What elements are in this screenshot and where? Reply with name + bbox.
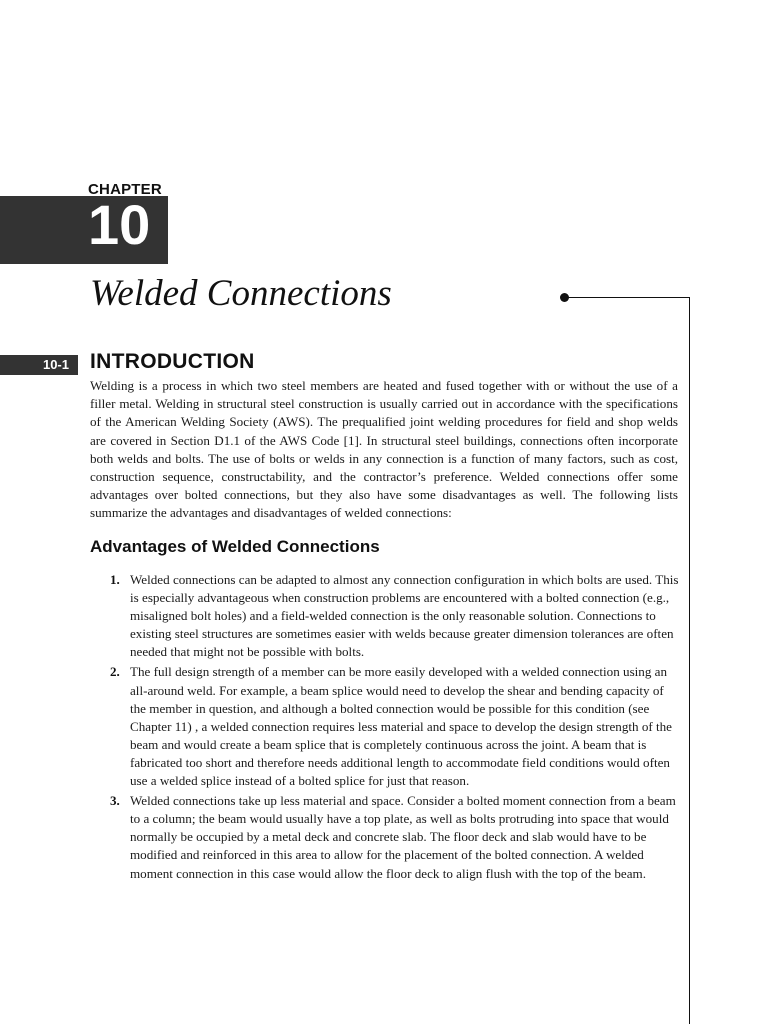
list-item-number: 1. bbox=[110, 572, 120, 587]
list-item-number: 2. bbox=[110, 664, 120, 680]
chapter-label: CHAPTER bbox=[88, 181, 162, 198]
section-number-badge bbox=[0, 355, 78, 375]
title-rule bbox=[566, 297, 690, 298]
section-title: INTRODUCTION bbox=[90, 350, 255, 373]
advantages-heading: Advantages of Welded Connections bbox=[90, 537, 380, 556]
list-item bbox=[90, 792, 680, 882]
section-number: 10-1 bbox=[42, 357, 69, 372]
list-item-text: Welded connections take up less material and space. Consider a bolted moment connection from a beam to a column; the beam would usually have a top plate, as well as bolts protruding into space that would normally be occupied by a metal deck and concrete slab. The floor deck and slab would have to be modified and reinforced in this area to allow for the placement of the bolted connection. A welded moment connection in this case would allow the floor deck to align flush with the top of the beam. bbox=[130, 793, 676, 881]
list-item bbox=[90, 571, 680, 661]
chapter-number: 10 bbox=[88, 193, 151, 256]
margin-rule bbox=[689, 297, 690, 1024]
list-item-text: The full design strength of a member can be more easily developed with a welded connection using an all-around weld. For example, a beam splice would need to develop the shear and bending capacity of the member in question, and although a bolted connection would be possible for this condition (see Chapter 11) , a welded connection requires less material and space to develop the design strength of the beam and would create a beam splice that is completely continuous across the joint. A beam that is fabricated too short and therefore needs additional length to accommodate field conditions would often use a welded splice instead of a bolted splice for just that reason. bbox=[130, 664, 672, 789]
list-item-number: 3. bbox=[110, 793, 120, 809]
chapter-title: Welded Connections bbox=[90, 273, 392, 314]
list-item-text: Welded connections can be adapted to almost any connection configuration in which bolts are used. This is especially advantageous when construction problems are encountered with a bolted connection (e.g., misaligned bolt holes) and a field-welded connection is the only reasonable solution. Connections to existing steel structures are sometimes easier with welds because greater dimension tolerances are often needed that might not be possible with bolts. bbox=[130, 572, 679, 660]
intro-paragraph: Welding is a process in which two steel members are heated and fused together with or without the use of a filler metal. Welding in structural steel construction is usually carried out in accordance with the specifications of the American Welding Society (AWS). The prequalified joint welding procedures for field and shop welds are covered in Section D1.1 of the AWS Code [1]. In structural steel buildings, connections often incorporate both welds and bolts. The use of bolts or welds in any connection is a function of many factors, such as cost, construction sequence, constructability, and the contractor’s preference. Welded connections offer some advantages over bolted connections, but they also have some disadvantages as well. The following lists summarize the advantages and disadvantages of welded connections: bbox=[90, 378, 678, 521]
advantages-list bbox=[90, 571, 680, 885]
list-item bbox=[90, 663, 680, 790]
